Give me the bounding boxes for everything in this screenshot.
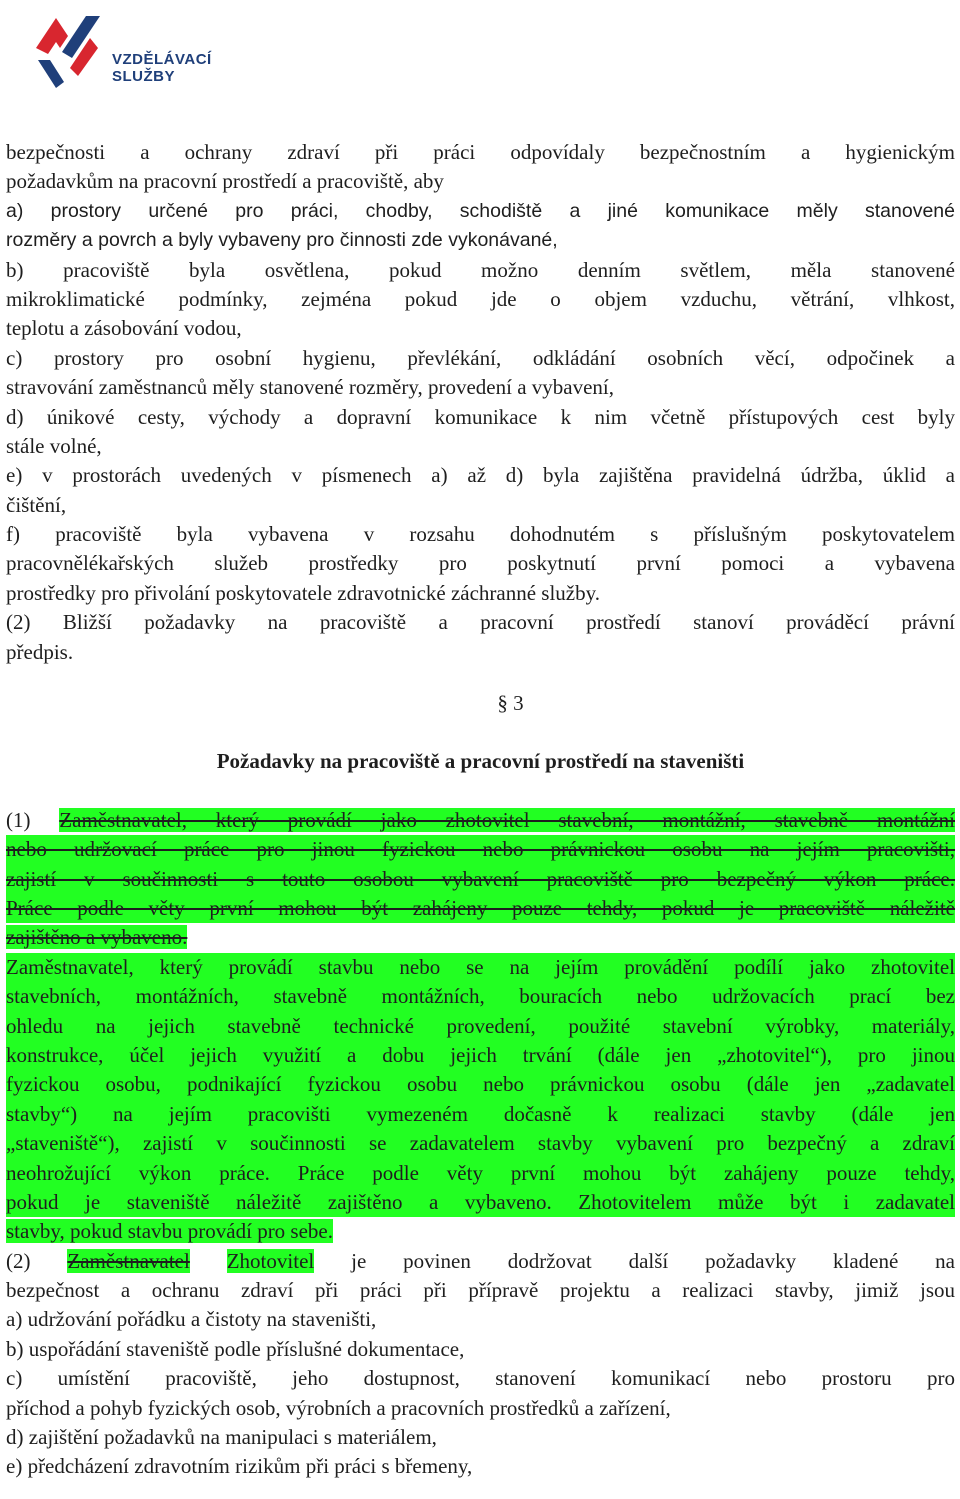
text-line: f) pracoviště byla vybavena v rozsahu dohodnutém s příslušným poskytovatelem xyxy=(6,522,955,547)
section-heading: Požadavky na pracoviště a pracovní prostředí na staveništi xyxy=(216,749,745,774)
text-line: a) udržování pořádku a čistoty na staveništi, xyxy=(6,1307,377,1332)
text-line: pracovnělékařských služeb prostředky pro poskytnutí první pomoci a vybavena xyxy=(6,551,955,576)
text-line: (2) Bližší požadavky na pracoviště a pracovní prostředí stanoví prováděcí právní xyxy=(6,610,955,635)
text-line: c) umístění pracoviště, jeho dostupnost, stanovení komunikací nebo prostoru pro xyxy=(6,1366,955,1391)
text-line xyxy=(6,923,955,952)
text-line: požadavkům na pracovní prostředí a pracoviště, aby xyxy=(6,169,444,194)
text-line: prostředky pro přivolání poskytovatele zdravotnické záchranné služby. xyxy=(6,580,601,605)
text-line: předpis. xyxy=(6,639,74,664)
text-line: b) pracoviště byla osvětlena, pokud možno denním světlem, měla stanovené xyxy=(6,257,955,282)
inserted-text-line: konstrukce, účel jejich využití a dobu jejich trvání (dále jen „zhotovitel“), pro jinou xyxy=(6,1041,955,1070)
inserted-text-line: neohrožující výkon práce. Práce podle věty první mohou být zahájeny pouze tehdy, xyxy=(6,1159,955,1188)
inserted-text: stavby, pokud stavbu provádí pro sebe. xyxy=(6,1219,333,1244)
struck-text-line: nebo udržovací práce pro jinou fyzickou nebo právnickou osobu na jejím pracovišti, xyxy=(6,835,955,864)
logo-text-line1: VZDĚLÁVACÍ xyxy=(112,51,212,68)
text-line: d) únikové cesty, východy a dopravní komunikace k nim včetně přístupových cest byly xyxy=(6,404,955,429)
text-line: rozměry a povrch a byly vybaveny pro činnosti zde vykonávané, xyxy=(6,229,558,252)
text-line xyxy=(6,1247,955,1276)
text-line: e) předcházení zdravotním rizikům při práci s břemeny, xyxy=(6,1454,473,1479)
inserted-word: Zhotovitel xyxy=(226,1248,315,1273)
struck-text: Zaměstnavatel, který provádí jako zhotovitel stavební, montážní, stavebně montážní xyxy=(59,807,955,832)
struck-paragraph xyxy=(6,806,955,953)
text-line: stále volné, xyxy=(6,433,102,458)
document-body xyxy=(6,138,955,1482)
text-line: teplotu a zásobování vodou, xyxy=(6,316,242,341)
logo-text-line2: SLUŽBY xyxy=(112,68,175,85)
text-line: e) v prostorách uvedených v písmenech a) až d) byla zajištěna pravidelná údržba, úklid a xyxy=(6,463,955,488)
text-line: bezpečnosti a ochrany zdraví při práci odpovídaly bezpečnostním a hygienickým xyxy=(6,140,955,164)
text-line: čištění, xyxy=(6,492,67,517)
struck-text-line: zajistí v součinnosti s touto osobou vybavení pracoviště pro bezpečný výkon práce. xyxy=(6,865,955,894)
inserted-paragraph xyxy=(6,953,955,1247)
text-line: b) uspořádání staveniště podle příslušné dokumentace, xyxy=(6,1336,465,1361)
inserted-text-line: fyzickou osobu, podnikající fyzickou osobu nebo právnickou osobu (dále jen „zadavatel xyxy=(6,1070,955,1099)
paragraph-1 xyxy=(6,138,955,667)
text-line xyxy=(6,1217,955,1246)
text-line: bezpečnost a ochranu zdraví při práci při přípravě projektu a realizaci stavby, jimiž jsou xyxy=(6,1278,955,1303)
text-line: a) prostory určené pro práci, chodby, schodiště a jiné komunikace měly stanovené xyxy=(6,199,955,222)
text-line: stravování zaměstnanců měly stanovené rozměry, provedení a vybavení, xyxy=(6,375,614,400)
paragraph-number: (1) xyxy=(6,807,31,832)
logo-mark-icon xyxy=(34,8,114,90)
struck-word: Zaměstnavatel xyxy=(67,1248,190,1273)
paragraph-number: (2) xyxy=(6,1248,31,1273)
text-line: d) zajištění požadavků na manipulaci s materiálem, xyxy=(6,1425,437,1450)
text-line: c) prostory pro osobní hygienu, převlékání, odkládání osobních věcí, odpočinek a xyxy=(6,345,955,370)
inserted-text-line: stavby“) na jejím pracovišti vymezeném dočasně k realizaci stavby (dále jen xyxy=(6,1100,955,1129)
inserted-text-line: Zaměstnavatel, který provádí stavbu nebo se na jejím provádění podílí jako zhotovitel xyxy=(6,953,955,982)
text-rest: je povinen dodržovat další požadavky kladené na xyxy=(351,1248,955,1273)
struck-text: zajištěno a vybaveno. xyxy=(6,925,188,950)
inserted-text-line: „staveniště“), zajistí v součinnosti se zadavatelem stavby vybavení pro bezpečný a zdraví xyxy=(6,1129,955,1158)
text-line xyxy=(6,806,955,835)
text-line: příchod a pohyb fyzických osob, výrobních a pracovních prostředků a zařízení, xyxy=(6,1395,671,1420)
paragraph-2 xyxy=(6,1247,955,1482)
inserted-text-line: stavebních, montážních, stavebně montážních, bouracích nebo udržovacích prací bez xyxy=(6,982,955,1011)
struck-text-line: Práce podle věty první mohou být zahájeny pouze tehdy, pokud je pracoviště náležitě xyxy=(6,894,955,923)
inserted-text-line: pokud je staveniště náležitě zajištěno a vybaveno. Zhotovitelem může být i zadavatel xyxy=(6,1188,955,1217)
logo xyxy=(34,8,212,90)
inserted-text-line: ohledu na jejich stavebně technické provedení, použité stavební výrobky, materiály, xyxy=(6,1012,955,1041)
text-line: mikroklimatické podmínky, zejména pokud jde o objem vzduchu, větrání, vlhkost, xyxy=(6,286,955,311)
section-number: § 3 xyxy=(497,691,524,716)
